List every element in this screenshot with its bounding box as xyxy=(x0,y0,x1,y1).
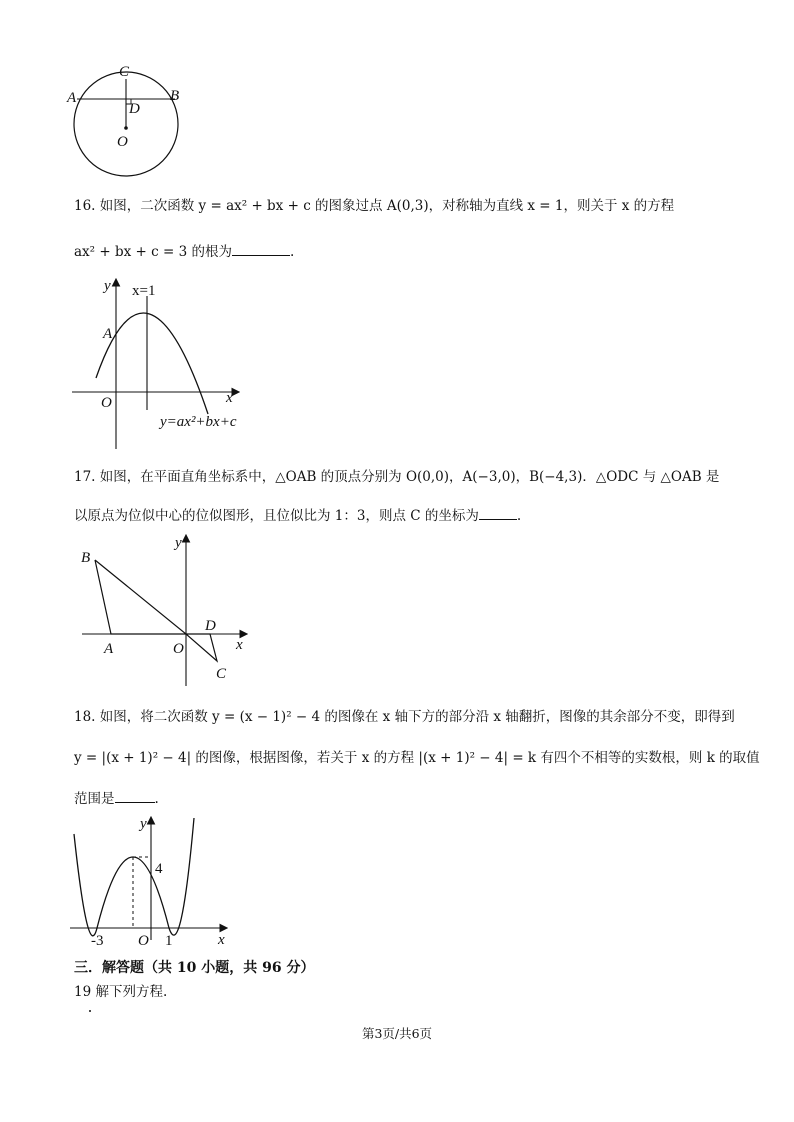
label-a: A xyxy=(67,90,77,106)
fig17-a-label: A xyxy=(104,641,114,657)
q16-line1: 16. 如图，二次函数 y = ax² + bx + c 的图象过点 A(0,3)，对称轴为直线 x = 1，则关于 x 的方程 xyxy=(74,198,675,214)
fig18-x-label: x xyxy=(218,932,225,948)
fig17-c-label: C xyxy=(216,666,227,682)
q16-line2-end: . xyxy=(289,244,295,260)
section-heading: 三．解答题（共 10 小题，共 96 分） xyxy=(74,960,315,976)
q17-line2-end: . xyxy=(516,508,522,524)
q17-line2-text: 以原点为位似中心的位似图形，且位似比为 1：3，则点 C 的坐标为 xyxy=(74,508,479,524)
q16-answer-blank xyxy=(232,241,290,256)
triangle-figure xyxy=(74,532,260,688)
q17-line1: 17. 如图，在平面直角坐标系中，△OAB 的顶点分别为 O(0,0)，A(−3,0)，B(−4,3)．△ODC 与 △OAB 是 xyxy=(74,469,720,485)
q16-line2 xyxy=(74,241,294,262)
fig17-o-label: O xyxy=(173,641,184,657)
label-b: B xyxy=(170,88,180,104)
fig16-o-label: O xyxy=(101,395,112,411)
q18-line3-text: 范围是 xyxy=(74,791,115,807)
label-d: D xyxy=(129,101,140,117)
q18-answer-blank xyxy=(115,788,155,803)
fig16-curve-label: y=ax²+bx+c xyxy=(160,414,237,430)
q18-line3 xyxy=(74,788,159,809)
fig16-a-label: A xyxy=(103,326,113,342)
absolute-parabola-figure xyxy=(66,814,246,948)
q18-line3-end: . xyxy=(154,791,159,807)
q17-line2 xyxy=(74,505,521,526)
fig16-axis-label: x=1 xyxy=(132,283,156,299)
fig18-neg3-label: -3 xyxy=(91,933,104,948)
q18-line1: 18. 如图，将二次函数 y = (x − 1)² − 4 的图像在 x 轴下方的部分沿 x 轴翻折，图像的其余部分不变，即得到 xyxy=(74,709,735,725)
fig16-x-label: x xyxy=(226,390,233,406)
q16-line2-text: ax² + bx + c = 3 的根为 xyxy=(74,244,232,260)
fig17-d-label: D xyxy=(205,618,216,634)
page-footer: 第3页/共6页 xyxy=(361,1026,433,1041)
label-c: C xyxy=(119,64,130,80)
fig18-y-label: y xyxy=(140,816,147,832)
fig17-y-label: y xyxy=(175,535,182,551)
fig16-y-label: y xyxy=(104,278,111,294)
fig17-x-label: x xyxy=(236,637,243,653)
q18-line2: y = |(x + 1)² − 4| 的图像，根据图像，若关于 x 的方程 |(x + 1)² − 4| = k 有四个不相等的实数根，则 k 的取值 xyxy=(74,750,760,766)
fig17-b-label: B xyxy=(81,550,91,566)
fig18-four-label: 4 xyxy=(155,861,163,877)
circle-figure xyxy=(60,60,200,180)
fig18-one-label: 1 xyxy=(165,933,173,948)
label-o: O xyxy=(117,134,128,150)
parabola-figure xyxy=(66,274,266,454)
fig18-o-label: O xyxy=(138,933,149,948)
stray-dot xyxy=(89,1010,91,1012)
q17-answer-blank xyxy=(479,505,517,520)
q19-text: 19 解下列方程. xyxy=(74,984,168,1000)
